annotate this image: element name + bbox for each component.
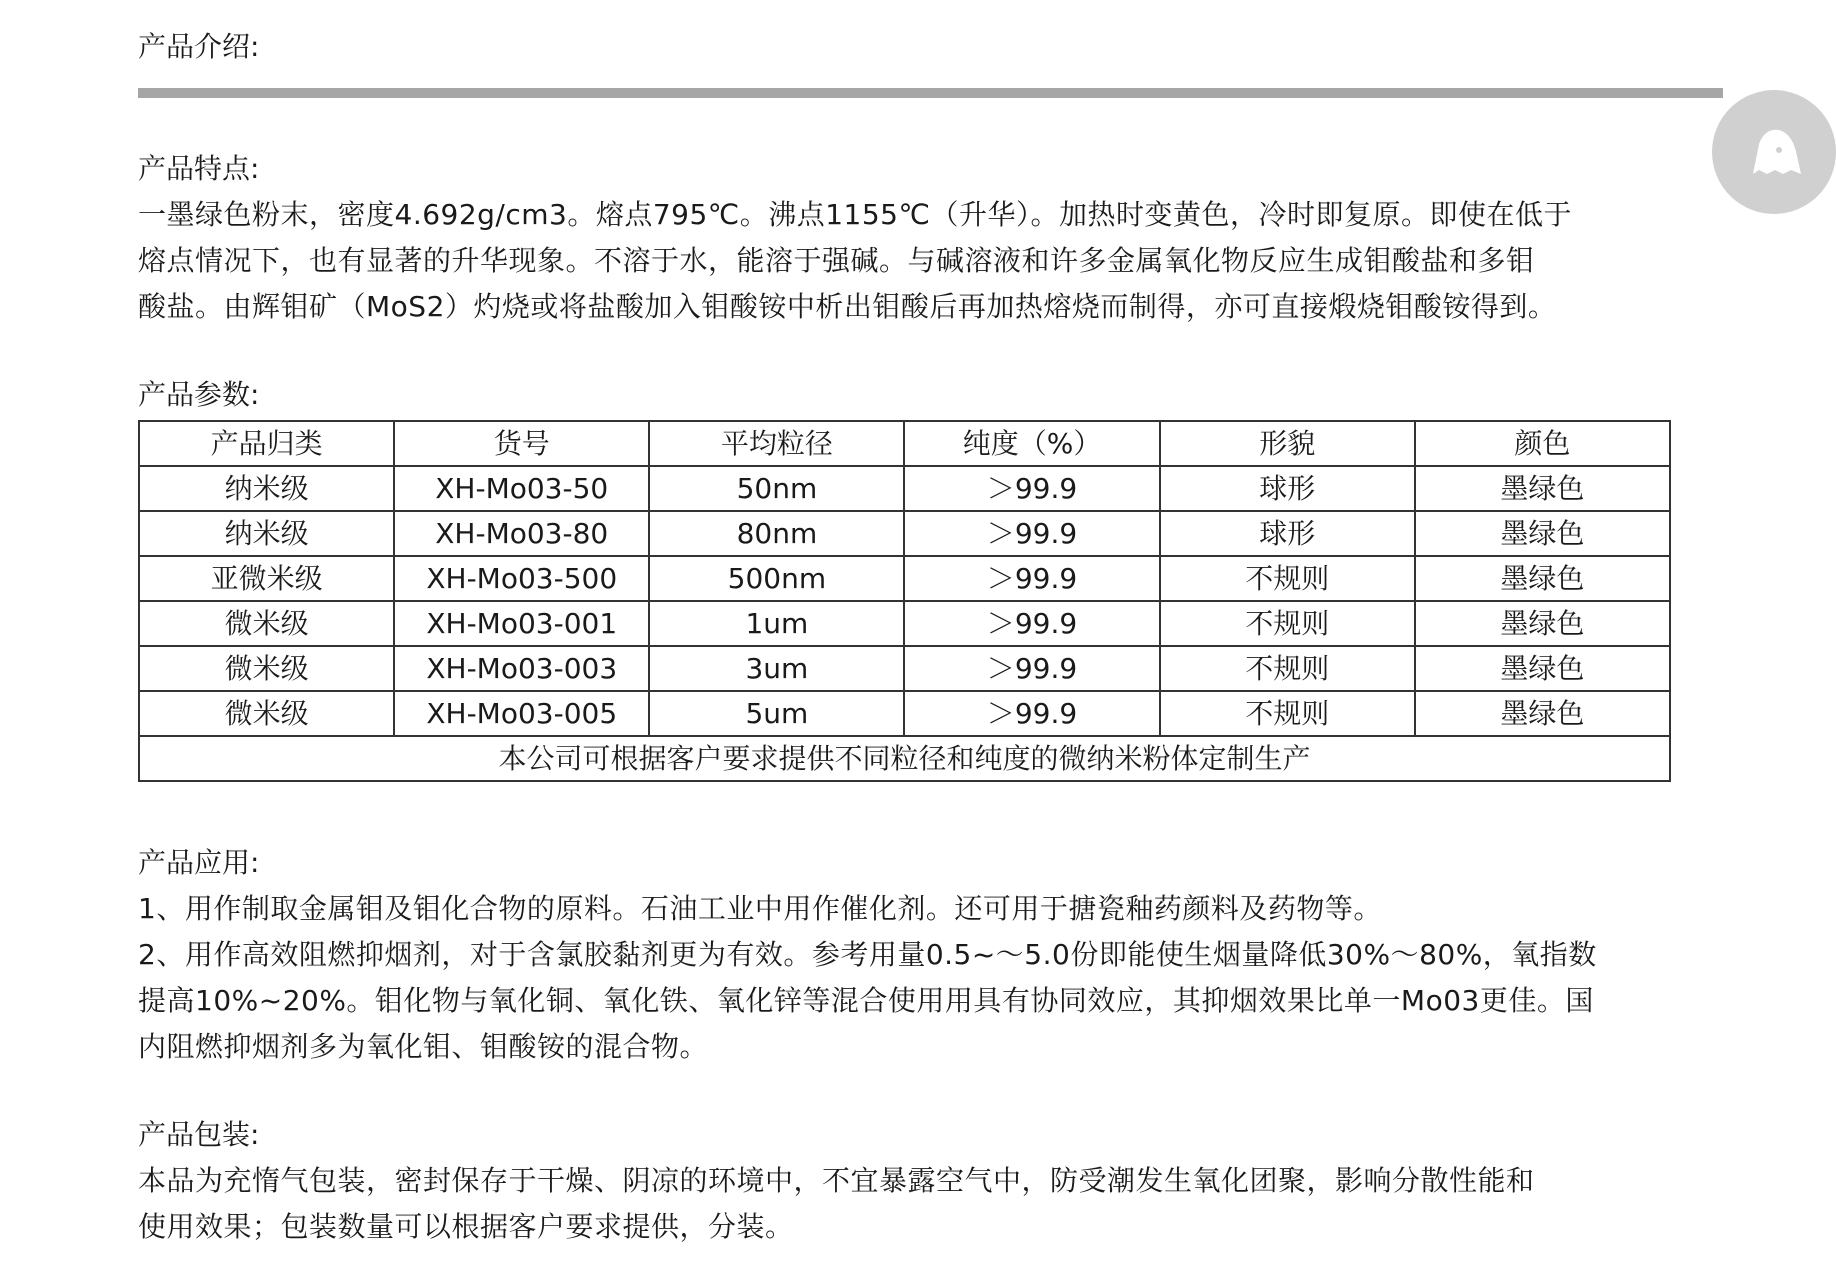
table-cell: XH-Mo03-50 xyxy=(394,466,649,511)
table-cell: 墨绿色 xyxy=(1415,511,1670,556)
table-cell: 5um xyxy=(649,691,904,736)
application-line: 提高10%~20%。钼化物与氧化铜、氧化铁、氧化锌等混合使用用具有协同效应，其抑烟效果比单一Mo03更佳。国 xyxy=(138,984,1594,1017)
table-row xyxy=(139,511,1670,556)
params-heading: 产品参数: xyxy=(138,378,260,411)
table-cell: 墨绿色 xyxy=(1415,601,1670,646)
application-line: 2、用作高效阻燃抑烟剂，对于含氯胶黏剂更为有效。参考用量0.5~～5.0份即能使生烟量降低30%～80%，氧指数 xyxy=(138,938,1597,971)
table-row xyxy=(139,466,1670,511)
ghost-icon xyxy=(1745,126,1803,178)
table-cell: ＞99.9 xyxy=(904,466,1159,511)
table-cell: 纳米级 xyxy=(139,511,394,556)
table-cell: 墨绿色 xyxy=(1415,691,1670,736)
table-cell: 不规则 xyxy=(1160,556,1415,601)
table-cell: 微米级 xyxy=(139,646,394,691)
column-header: 平均粒径 xyxy=(649,421,904,466)
column-header: 形貌 xyxy=(1160,421,1415,466)
application-heading: 产品应用: xyxy=(138,846,260,879)
table-cell: ＞99.9 xyxy=(904,511,1159,556)
table-cell: 纳米级 xyxy=(139,466,394,511)
table-cell: ＞99.9 xyxy=(904,556,1159,601)
table-cell: XH-Mo03-80 xyxy=(394,511,649,556)
features-heading: 产品特点: xyxy=(138,152,260,185)
application-line: 内阻燃抑烟剂多为氧化钼、钼酸铵的混合物。 xyxy=(138,1030,709,1063)
table-cell: 墨绿色 xyxy=(1415,646,1670,691)
packaging-heading: 产品包装: xyxy=(138,1118,260,1151)
params-section xyxy=(138,372,1728,782)
params-table xyxy=(138,420,1671,782)
table-cell: 微米级 xyxy=(139,601,394,646)
application-line: 1、用作制取金属钼及钼化合物的原料。石油工业中用作催化剂。还可用于搪瓷釉药颜料及药物等。 xyxy=(138,892,1382,925)
table-cell: 50nm xyxy=(649,466,904,511)
table-cell: 不规则 xyxy=(1160,691,1415,736)
table-row xyxy=(139,646,1670,691)
table-cell: 亚微米级 xyxy=(139,556,394,601)
column-header: 纯度（%） xyxy=(904,421,1159,466)
table-header-row xyxy=(139,421,1670,466)
table-cell: ＞99.9 xyxy=(904,601,1159,646)
table-cell: 3um xyxy=(649,646,904,691)
table-row xyxy=(139,691,1670,736)
table-cell: 500nm xyxy=(649,556,904,601)
application-section xyxy=(138,840,1728,1070)
table-cell: 球形 xyxy=(1160,511,1415,556)
floating-action-button[interactable] xyxy=(1712,90,1836,214)
column-header: 颜色 xyxy=(1415,421,1670,466)
column-header: 货号 xyxy=(394,421,649,466)
table-cell: ＞99.9 xyxy=(904,691,1159,736)
table-cell: 1um xyxy=(649,601,904,646)
table-cell: 80nm xyxy=(649,511,904,556)
intro-heading: 产品介绍: xyxy=(138,30,260,63)
packaging-line: 使用效果；包装数量可以根据客户要求提供，分装。 xyxy=(138,1210,794,1243)
column-header: 产品归类 xyxy=(139,421,394,466)
features-line: 一墨绿色粉末，密度4.692g/cm3。熔点795℃。沸点1155℃（升华）。加热时变黄色，冷时即复原。即使在低于 xyxy=(138,198,1572,231)
table-row xyxy=(139,601,1670,646)
table-cell: 墨绿色 xyxy=(1415,466,1670,511)
table-cell: 球形 xyxy=(1160,466,1415,511)
table-footer-row xyxy=(139,736,1670,781)
packaging-line: 本品为充惰气包装，密封保存于干燥、阴凉的环境中，不宜暴露空气中，防受潮发生氧化团聚，影响分散性能和 xyxy=(138,1164,1535,1197)
packaging-section xyxy=(138,1112,1728,1250)
table-cell: 不规则 xyxy=(1160,601,1415,646)
table-footer-note: 本公司可根据客户要求提供不同粒径和纯度的微纳米粉体定制生产 xyxy=(139,736,1670,781)
features-line: 熔点情况下，也有显著的升华现象。不溶于水，能溶于强碱。与碱溶液和许多金属氧化物反应生成钼酸盐和多钼 xyxy=(138,244,1535,277)
table-cell: XH-Mo03-500 xyxy=(394,556,649,601)
table-cell: 墨绿色 xyxy=(1415,556,1670,601)
table-cell: ＞99.9 xyxy=(904,646,1159,691)
table-cell: XH-Mo03-005 xyxy=(394,691,649,736)
table-row xyxy=(139,556,1670,601)
features-line: 酸盐。由辉钼矿（MoS2）灼烧或将盐酸加入钼酸铵中析出钼酸后再加热熔烧而制得，亦可直接煅烧钼酸铵得到。 xyxy=(138,290,1557,323)
features-section xyxy=(138,146,1728,330)
table-cell: XH-Mo03-003 xyxy=(394,646,649,691)
table-cell: 微米级 xyxy=(139,691,394,736)
table-cell: XH-Mo03-001 xyxy=(394,601,649,646)
table-cell: 不规则 xyxy=(1160,646,1415,691)
section-divider xyxy=(138,88,1723,98)
